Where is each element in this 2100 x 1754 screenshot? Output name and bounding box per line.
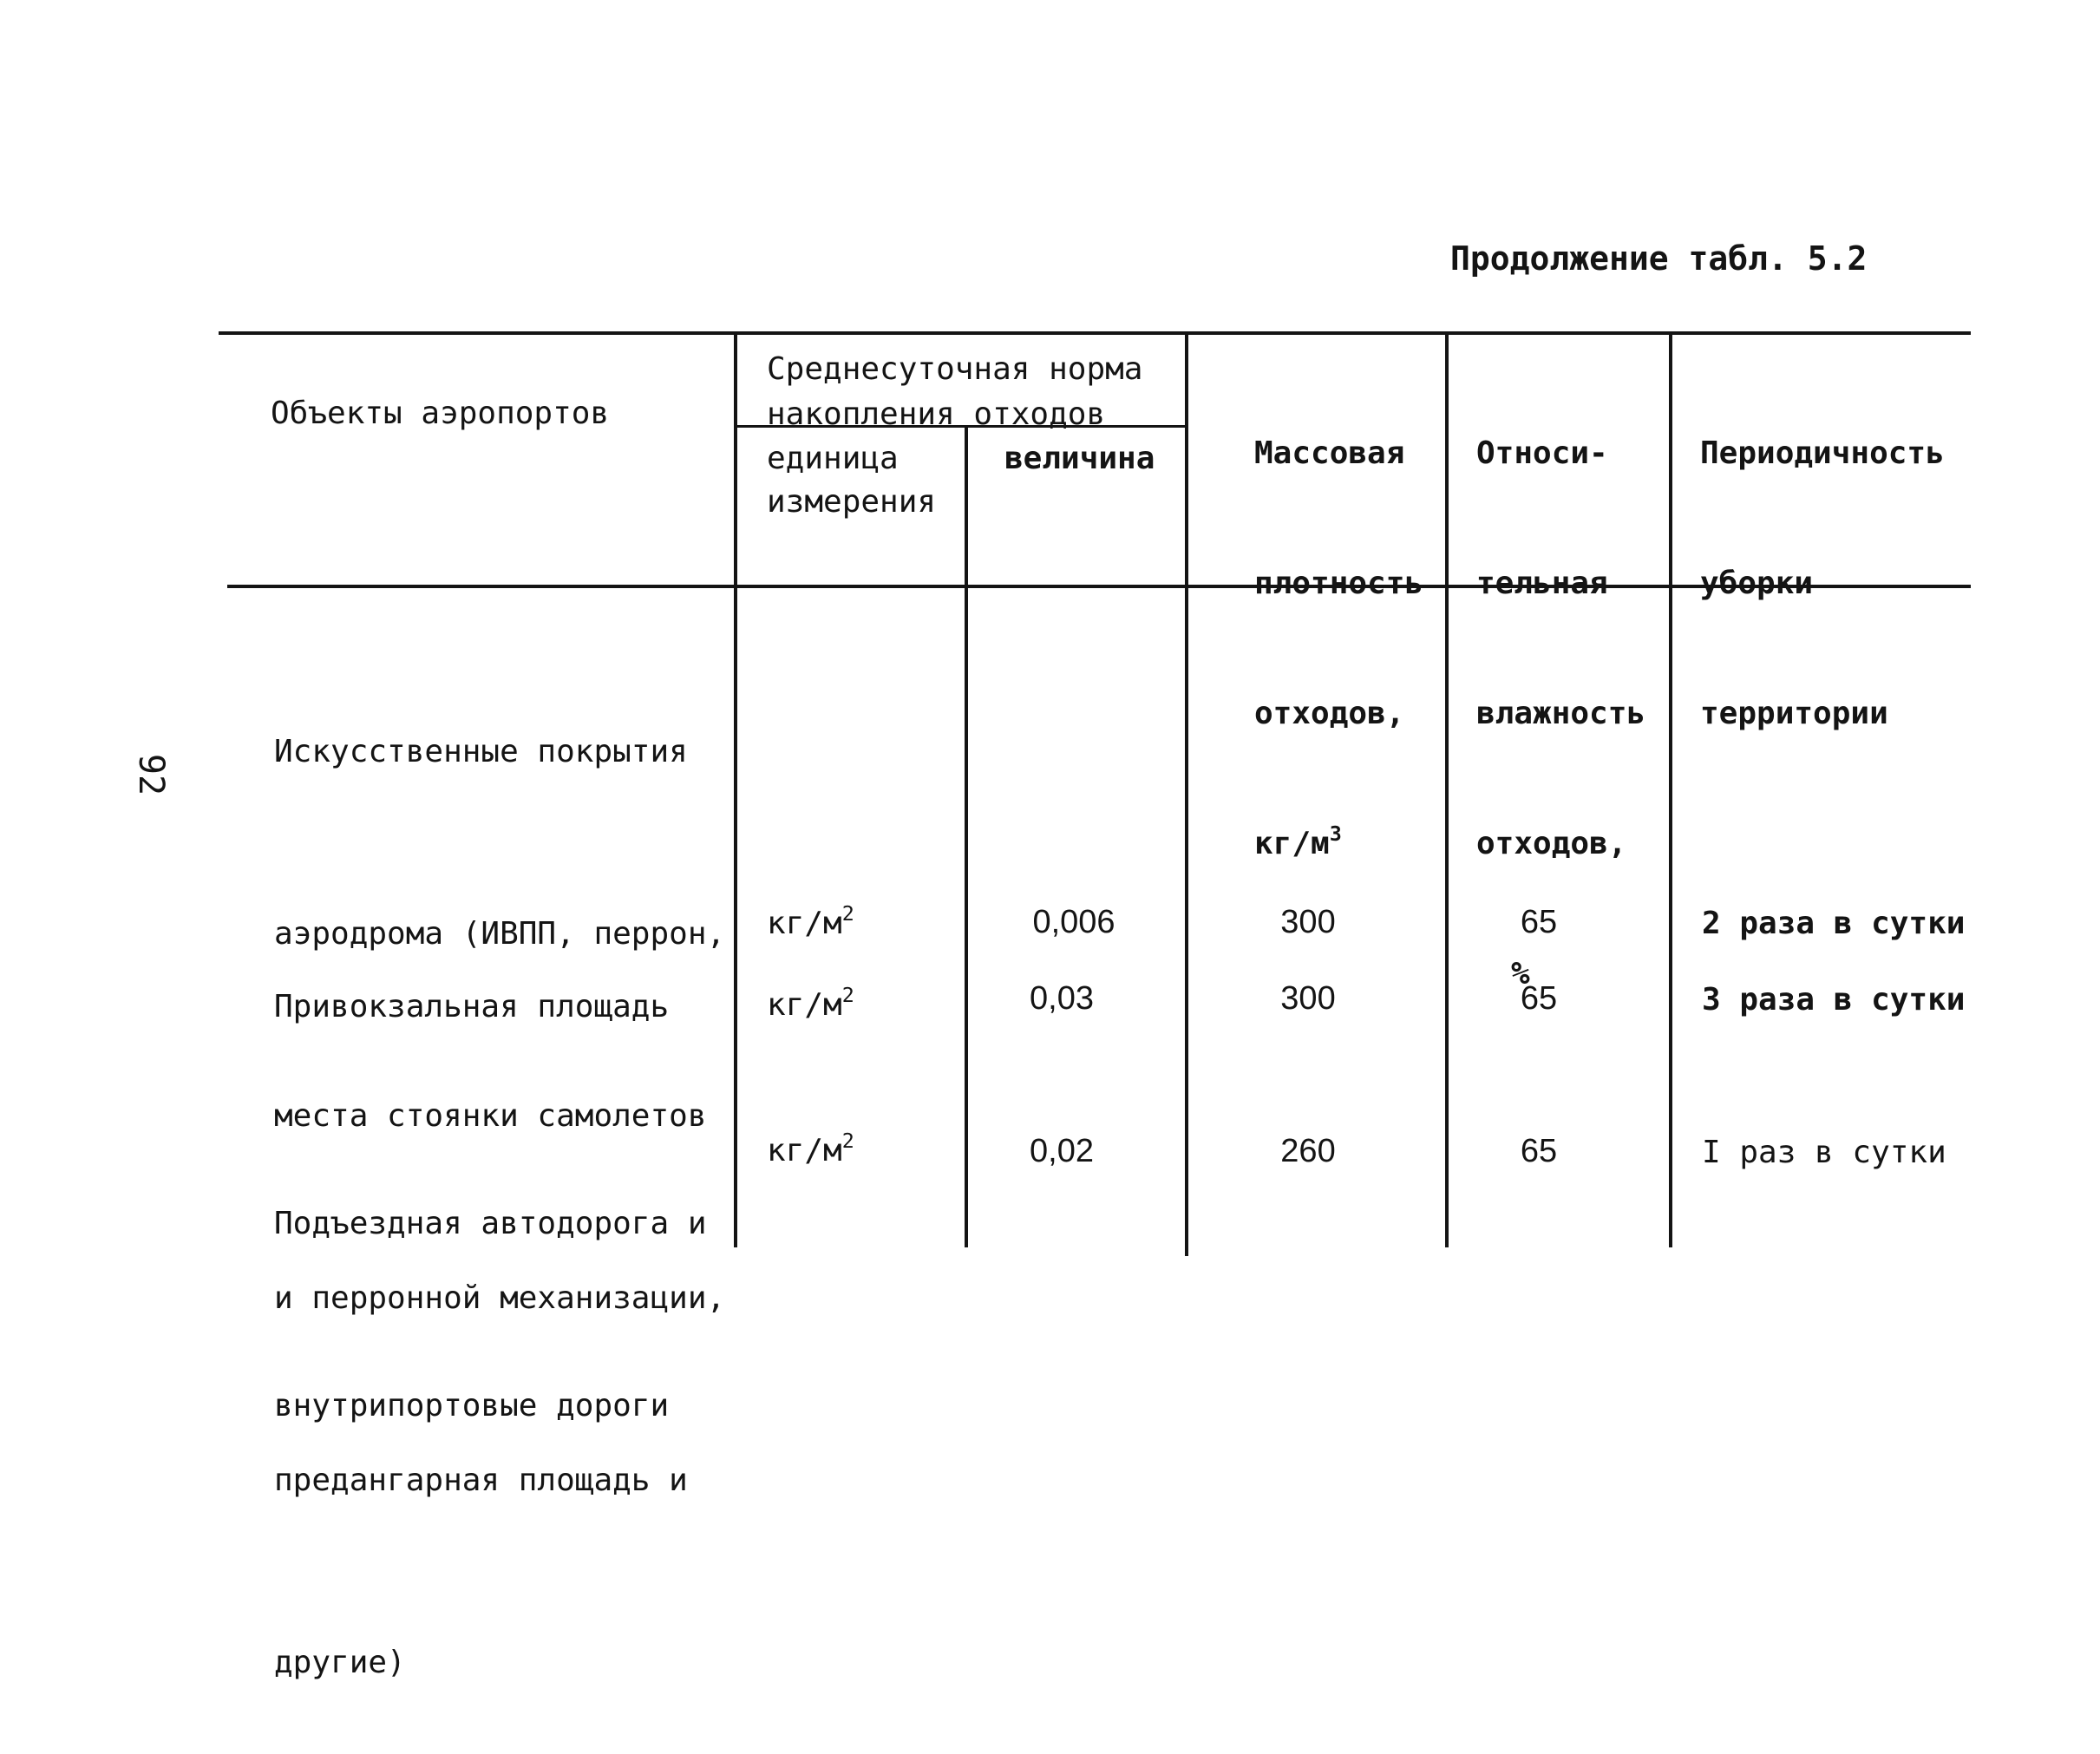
header-density-unit-base: кг/м [1254,826,1330,861]
row-unit [767,1129,854,1173]
row-unit-sup: 2 [841,1128,854,1153]
table-top-rule [219,331,1971,335]
row-value: 0,03 [1030,980,1094,1017]
row-periodicity: I раз в сутки [1702,1135,1946,1170]
page-number: 92 [131,753,172,796]
row-object-line: и перронной механизации, [274,1280,726,1316]
column-divider [734,335,737,1247]
row-object-line: предангарная площадь и [274,1463,688,1498]
row-object-line: другие) [274,1645,406,1680]
row-object-line: Искусственные покрытия [274,734,688,769]
header-periodicity-line: уборки [1700,566,1814,601]
header-density-line: плотность [1254,566,1424,601]
column-divider [1185,335,1188,1256]
header-density-line: отходов, [1254,696,1405,731]
header-density-unit-sup: 3 [1329,821,1342,846]
row-periodicity: 3 раза в сутки [1702,982,1966,1018]
row-humidity: 65 [1520,980,1558,1017]
row-object-line: внутрипортовые дороги [274,1388,670,1423]
row-object-line: аэродрома (ИВПП, перрон, [274,916,726,952]
header-norm-value: величина [1004,441,1155,476]
row-object-line: Привокзальная площадь [274,989,670,1024]
row-value: 0,006 [1032,904,1115,940]
row-humidity: 65 [1520,1133,1558,1169]
header-periodicity-line: территории [1700,696,1888,731]
column-divider [1445,335,1449,1247]
header-humidity-line: % [1511,956,1530,992]
row-humidity: 65 [1520,904,1558,940]
row-value: 0,02 [1030,1133,1094,1169]
header-density [1254,345,1423,909]
header-humidity-line: влажность [1476,696,1646,731]
row-unit-base: кг/м [767,1133,842,1168]
header-humidity-line: отходов, [1476,826,1627,861]
row-object-line: места стоянки самолетов [274,1098,707,1134]
table-row-object [274,1072,707,1497]
header-humidity-line: тельная [1476,566,1608,601]
row-object-line: Подъездная автодорога и [274,1206,707,1241]
header-norm-unit: единица измерения [767,441,937,520]
header-norm-group: Среднесуточная норма накопления отходов [767,351,1143,432]
row-unit [767,902,854,946]
table-caption: Продолжение табл. 5.2 [1450,239,1868,278]
row-unit-base: кг/м [767,906,842,941]
row-density: 300 [1280,904,1336,940]
header-humidity-line: Относи- [1476,435,1608,471]
header-periodicity-line: Периодичность [1700,435,1945,471]
row-unit-base: кг/м [767,987,842,1023]
row-unit-sup: 2 [841,900,854,926]
row-unit-sup: 2 [841,982,854,1007]
row-density: 260 [1280,1133,1336,1169]
row-density: 300 [1280,980,1336,1017]
header-density-unit [1254,822,1423,866]
column-divider [965,427,968,1247]
row-unit [767,984,854,1027]
header-periodicity [1700,345,1945,779]
header-objects: Объекты аэропортов [271,396,610,431]
column-divider [1669,335,1672,1247]
header-density-line: Массовая [1254,435,1405,471]
row-periodicity: 2 раза в сутки [1702,906,1966,941]
